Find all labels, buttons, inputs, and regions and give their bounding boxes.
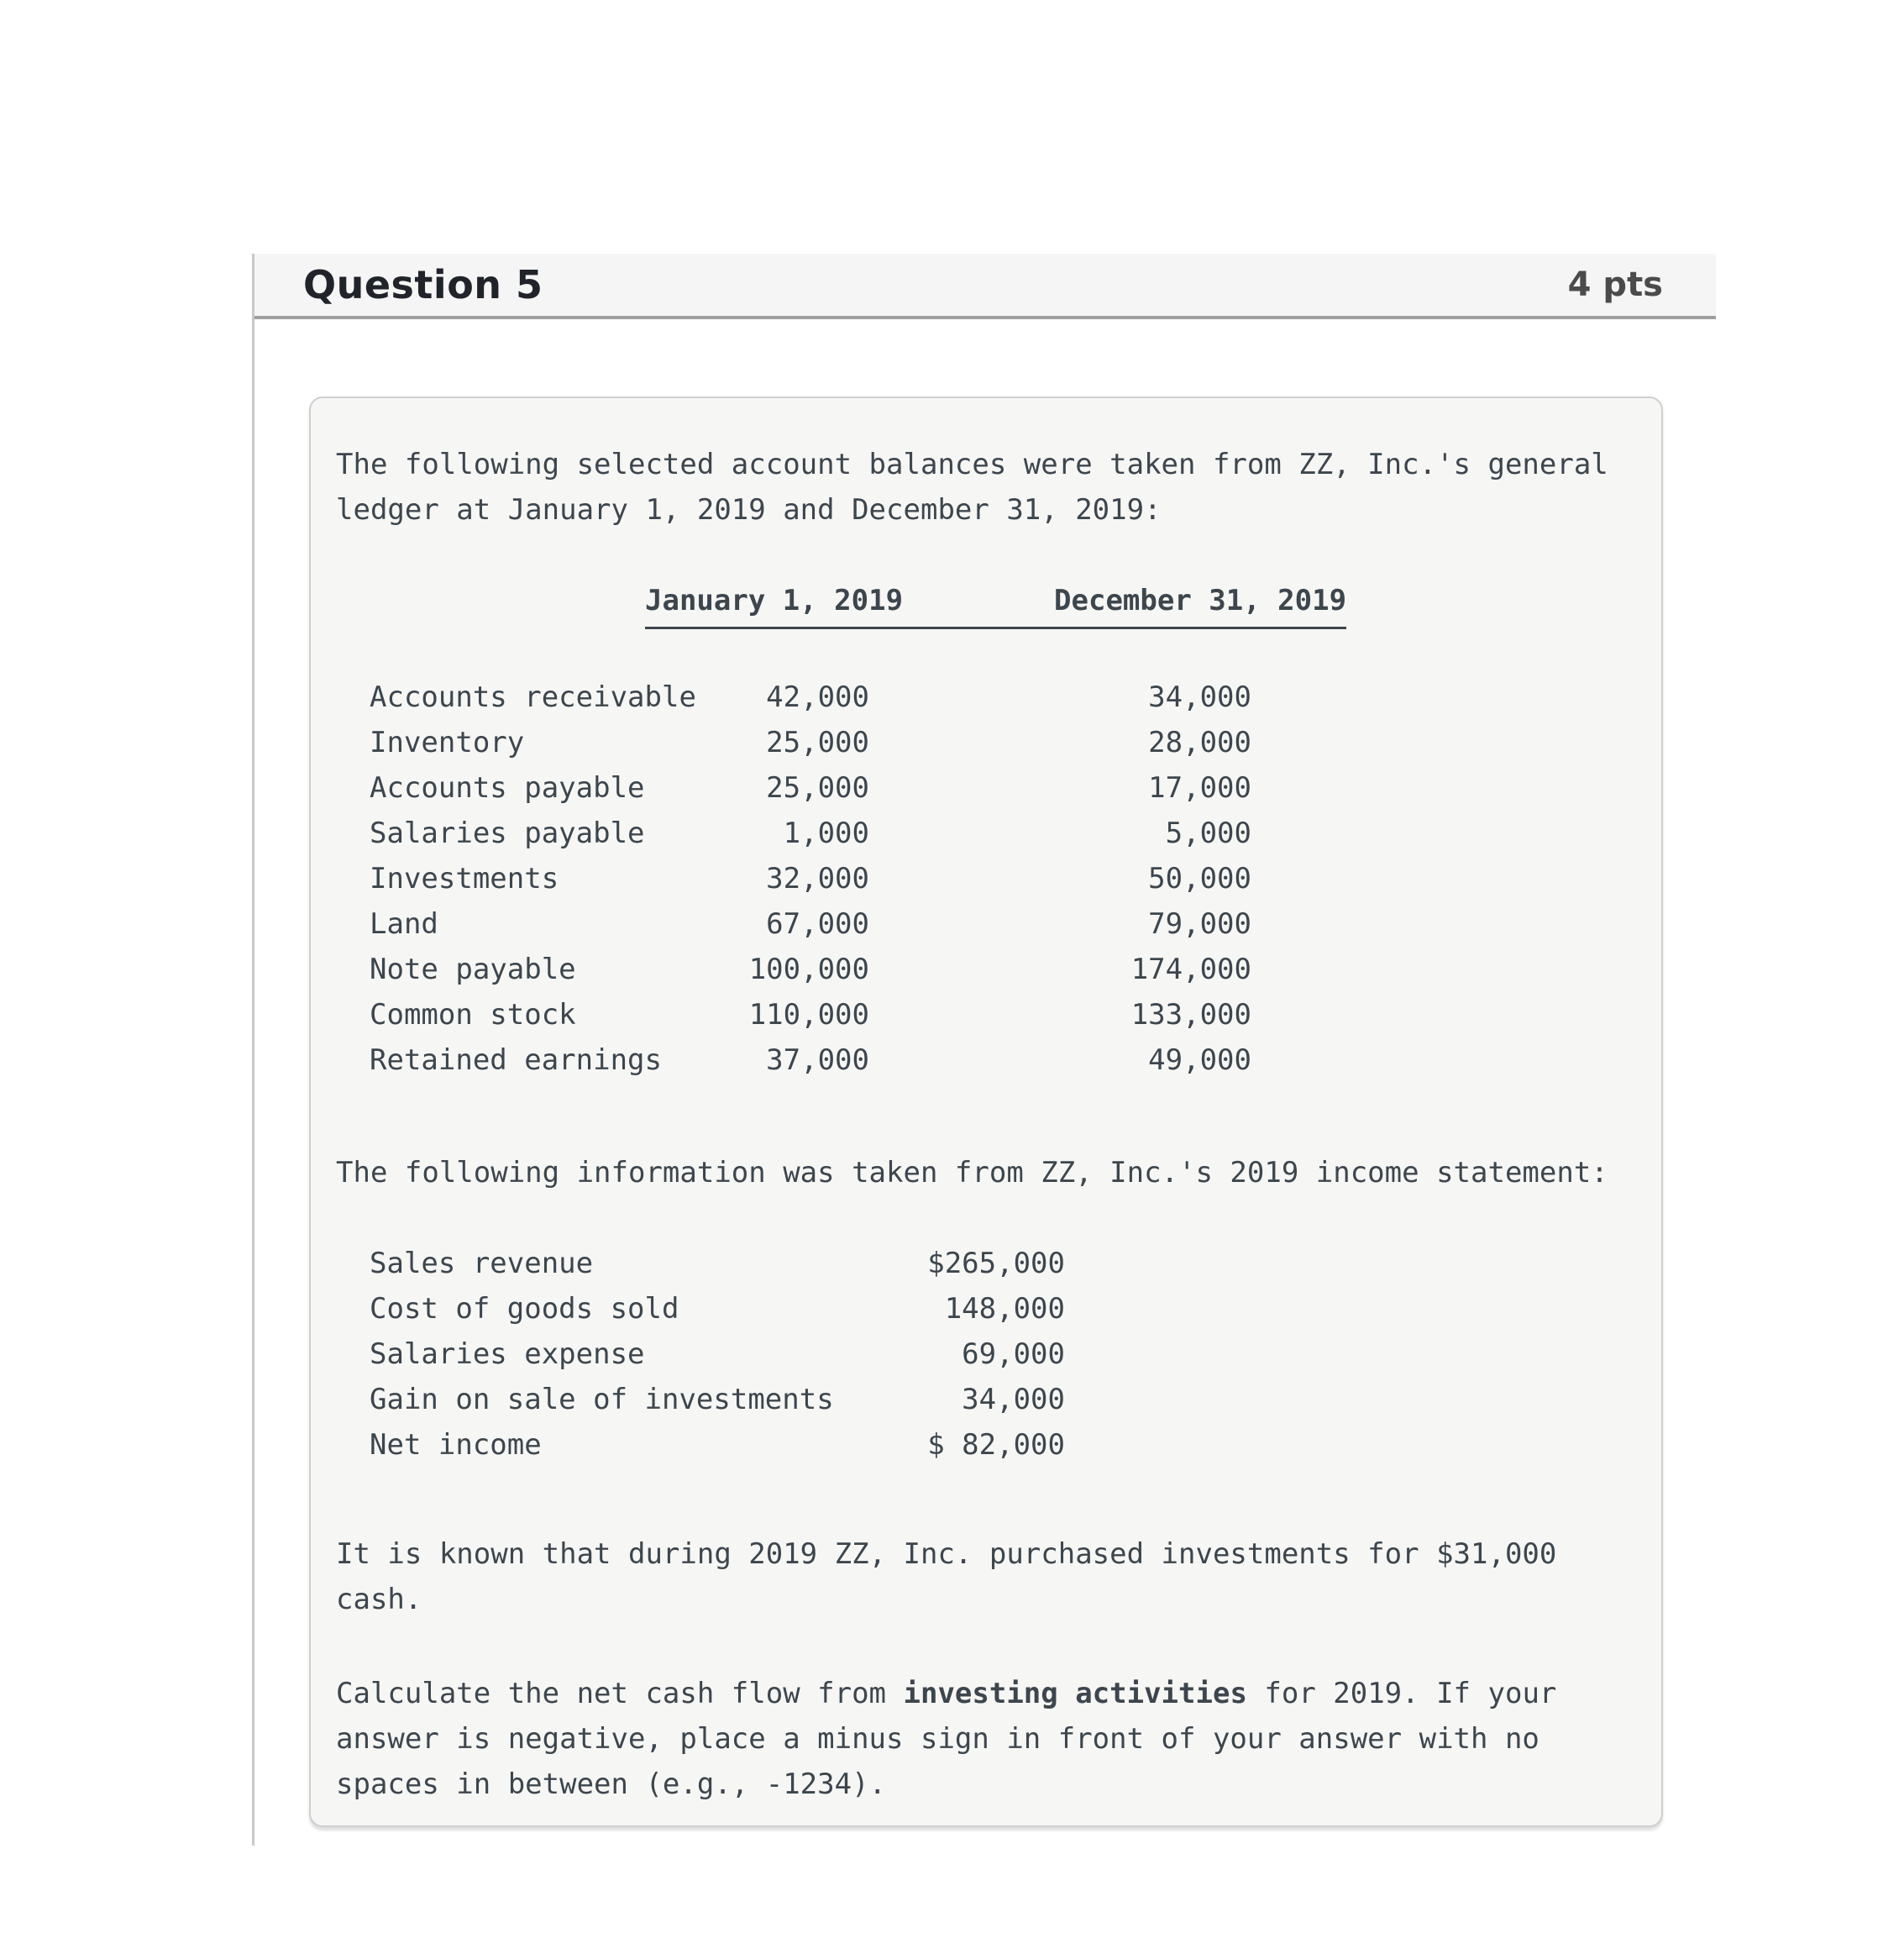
question-header — [254, 254, 1716, 319]
income-label: Net income — [370, 1428, 542, 1462]
dec-value: 50,000 — [1148, 862, 1251, 895]
table-row — [370, 1037, 1636, 1083]
jan-column-header: January 1, 2019 — [645, 584, 904, 617]
row-label: Accounts payable — [370, 771, 645, 805]
dec-value: 49,000 — [1148, 1043, 1251, 1077]
jan-value: 110,000 — [748, 998, 869, 1032]
jan-value: 25,000 — [766, 726, 869, 759]
income-label: Gain on sale of investments — [370, 1383, 834, 1416]
jan-value: 42,000 — [766, 680, 869, 714]
jan-value: 25,000 — [766, 771, 869, 805]
row-label: Retained earnings — [370, 1043, 662, 1077]
income-value: 148,000 — [944, 1292, 1065, 1326]
income-intro-paragraph — [336, 1150, 1636, 1195]
table-row — [370, 901, 1636, 947]
question-container — [252, 254, 1716, 1846]
intro-paragraph — [336, 442, 1636, 533]
intro-line: The following selected account balances were taken from ZZ, Inc.'s general — [336, 448, 1608, 481]
income-intro-line: The following information was taken from ZZ, Inc.'s 2019 income statement: — [336, 1156, 1608, 1190]
question-title: Question 5 — [303, 262, 543, 307]
dec-column-header: December 31, 2019 — [1054, 584, 1347, 617]
row-label: Salaries payable — [370, 817, 645, 850]
row-label: Common stock — [370, 998, 576, 1032]
jan-value: 32,000 — [766, 862, 869, 895]
task-line: spaces in between (e.g., -1234). — [336, 1767, 887, 1801]
question-points: 4 pts — [1567, 265, 1663, 304]
row-label: Note payable — [370, 953, 576, 986]
table-row — [370, 675, 1636, 720]
row-label: Investments — [370, 862, 559, 895]
dec-value: 28,000 — [1148, 726, 1251, 759]
income-label: Cost of goods sold — [370, 1292, 679, 1326]
table-row — [370, 992, 1636, 1037]
income-row — [370, 1422, 1636, 1468]
table-row — [370, 856, 1636, 901]
income-value: 69,000 — [962, 1337, 1065, 1371]
income-row — [370, 1331, 1636, 1377]
note-line: It is known that during 2019 ZZ, Inc. purchased investments for $31,000 — [336, 1537, 1557, 1571]
row-label: Land — [370, 907, 438, 941]
income-label: Salaries expense — [370, 1337, 645, 1371]
table-row — [370, 720, 1636, 765]
income-value: $265,000 — [927, 1247, 1065, 1280]
note-paragraph — [336, 1531, 1636, 1622]
jan-value: 1,000 — [783, 817, 869, 850]
dec-value: 174,000 — [1130, 953, 1251, 986]
table-row — [370, 811, 1636, 856]
income-row — [370, 1241, 1636, 1286]
task-text: Calculate the net cash flow from — [336, 1677, 904, 1710]
income-value: $ 82,000 — [927, 1428, 1065, 1462]
balance-table — [336, 675, 1636, 1083]
task-bold-text: investing activities — [903, 1677, 1247, 1710]
dec-value: 17,000 — [1148, 771, 1251, 805]
income-value: 34,000 — [962, 1383, 1065, 1416]
table-row — [370, 765, 1636, 811]
dec-value: 34,000 — [1148, 680, 1251, 714]
jan-value: 67,000 — [766, 907, 869, 941]
question-text-box — [309, 397, 1663, 1827]
income-row — [370, 1286, 1636, 1331]
dec-value: 133,000 — [1130, 998, 1251, 1032]
intro-line: ledger at January 1, 2019 and December 31, 2019: — [336, 493, 1162, 527]
task-paragraph — [336, 1671, 1636, 1807]
dec-value: 5,000 — [1165, 817, 1251, 850]
income-label: Sales revenue — [370, 1247, 594, 1280]
income-statement-table — [336, 1241, 1636, 1468]
task-line: answer is negative, place a minus sign in front of your answer with no — [336, 1722, 1539, 1756]
row-label: Accounts receivable — [370, 680, 696, 714]
income-row — [370, 1377, 1636, 1422]
task-line — [336, 1671, 1636, 1716]
note-line: cash. — [336, 1583, 422, 1616]
jan-value: 37,000 — [766, 1043, 869, 1077]
row-label: Inventory — [370, 726, 525, 759]
balance-column-headers — [645, 578, 1636, 629]
task-text: for 2019. If your — [1246, 1677, 1557, 1710]
jan-value: 100,000 — [748, 953, 869, 986]
dec-value: 79,000 — [1148, 907, 1251, 941]
table-row — [370, 947, 1636, 992]
